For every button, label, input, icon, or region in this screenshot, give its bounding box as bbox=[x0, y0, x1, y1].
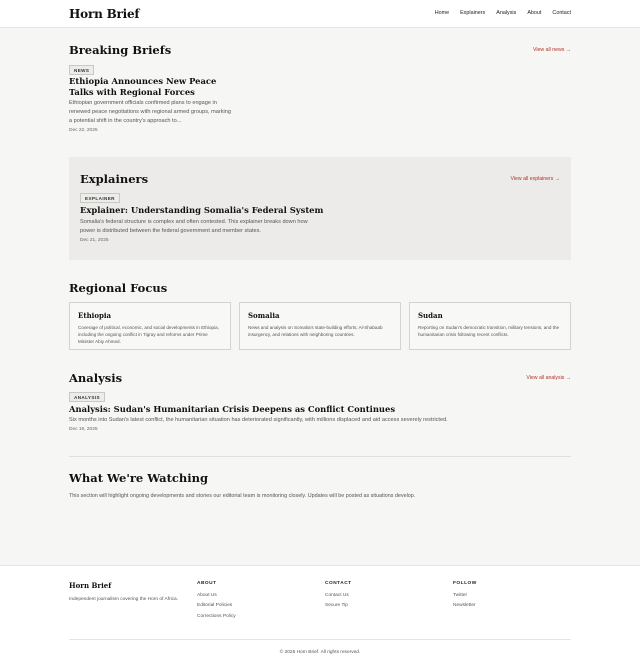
category-badge: EXPLAINER bbox=[80, 193, 120, 203]
region-card-somalia[interactable] bbox=[239, 302, 401, 350]
main-nav bbox=[435, 10, 571, 16]
view-all-news-link[interactable]: View all news → bbox=[533, 47, 571, 53]
card-title: Ethiopia bbox=[78, 311, 112, 320]
region-card-ethiopia[interactable] bbox=[69, 302, 231, 350]
article-date: Dec 21, 2025 bbox=[80, 238, 109, 243]
card-description: Reporting on Sudan's democratic transition, military tensions, and the humanitarian crisis following recent conflicts. bbox=[418, 325, 560, 338]
footer-contact-column bbox=[325, 581, 352, 614]
region-card-sudan[interactable] bbox=[409, 302, 571, 350]
view-all-analysis-link[interactable]: View all analysis → bbox=[526, 375, 571, 381]
view-all-explainers-link[interactable]: View all explainers → bbox=[510, 176, 560, 182]
nav-explainers[interactable]: Explainers bbox=[460, 10, 486, 16]
card-description: Coverage of political, economic, and social developments in Ethiopia, including the ongoing conflict in Tigray and reforms under Prime Minister Abiy Ahmed. bbox=[78, 325, 219, 345]
site-header bbox=[0, 0, 640, 28]
footer-follow-column bbox=[453, 581, 477, 614]
footer-link-newsletter[interactable]: Newsletter bbox=[453, 603, 476, 609]
section-title: What We're Watching bbox=[69, 471, 209, 485]
nav-analysis[interactable]: Analysis bbox=[496, 10, 517, 16]
footer-brand: Horn Brief bbox=[69, 581, 112, 590]
card-title: Somalia bbox=[248, 311, 280, 320]
copyright-text: © 2025 Horn Brief. All rights reserved. bbox=[279, 650, 361, 655]
footer-about-column bbox=[197, 581, 236, 624]
article-headline[interactable]: Explainer: Understanding Somalia's Federal System bbox=[80, 205, 324, 215]
footer-link-secure-tip[interactable]: Secure Tip bbox=[325, 603, 348, 609]
footer-link-twitter[interactable]: Twitter bbox=[453, 593, 468, 598]
section-title: Explainers bbox=[80, 172, 149, 186]
section-divider bbox=[69, 456, 571, 457]
footer-heading: CONTACT bbox=[325, 581, 352, 586]
category-badge: NEWS bbox=[69, 65, 94, 75]
card-title: Sudan bbox=[418, 311, 443, 320]
region-cards bbox=[69, 302, 571, 350]
article-headline[interactable]: Analysis: Sudan's Humanitarian Crisis Deepens as Conflict Continues bbox=[69, 404, 396, 414]
article-summary: Ethiopian government officials confirmed plans to engage in renewed peace negotiations with regional armed groups, marking a potential shift in the country's approach to... bbox=[69, 100, 232, 125]
footer-link-contact-us[interactable]: Contact Us bbox=[325, 593, 349, 598]
footer-link-editorial-policies[interactable]: Editorial Policies bbox=[197, 603, 233, 609]
footer-link-about-us[interactable]: About Us bbox=[197, 593, 217, 598]
nav-home[interactable]: Home bbox=[434, 10, 450, 16]
article-date: Dec 19, 2025 bbox=[69, 427, 98, 432]
explainers-section bbox=[69, 157, 571, 260]
footer-heading: ABOUT bbox=[197, 581, 217, 586]
category-badge: ANALYSIS bbox=[69, 392, 105, 402]
footer-heading: FOLLOW bbox=[453, 581, 477, 586]
footer-link-corrections-policy[interactable]: Corrections Policy bbox=[197, 613, 236, 619]
article-summary: Six months into Sudan's latest conflict, the humanitarian situation has deteriorated significantly, with millions displaced and aid access severely restricted. bbox=[69, 417, 448, 423]
nav-contact[interactable]: Contact bbox=[552, 10, 571, 16]
article-headline[interactable]: Ethiopia Announces New Peace Talks with Regional Forces bbox=[69, 76, 217, 97]
site-footer bbox=[0, 565, 640, 672]
watching-text: This section will highlight ongoing developments and stories our editorial team is monitoring closely. Updates will be posted as situations develop. bbox=[69, 493, 416, 499]
section-title: Analysis bbox=[69, 371, 123, 385]
article-summary: Somalia's federal structure is complex and often contested. This explainer breaks down how power is distributed between the federal government and member states. bbox=[80, 219, 308, 235]
article-date: Dec 22, 2025 bbox=[69, 128, 98, 133]
section-title: Regional Focus bbox=[69, 281, 168, 295]
nav-about[interactable]: About bbox=[527, 10, 542, 16]
section-title: Breaking Briefs bbox=[69, 43, 172, 57]
site-logo[interactable]: Horn Brief bbox=[69, 7, 140, 21]
footer-divider bbox=[69, 639, 571, 640]
card-description: News and analysis on Somalia's state-building efforts, Al-Shabaab insurgency, and relations with neighboring countries. bbox=[248, 325, 383, 338]
footer-tagline: Independent journalism covering the Horn of Africa. bbox=[69, 597, 179, 602]
